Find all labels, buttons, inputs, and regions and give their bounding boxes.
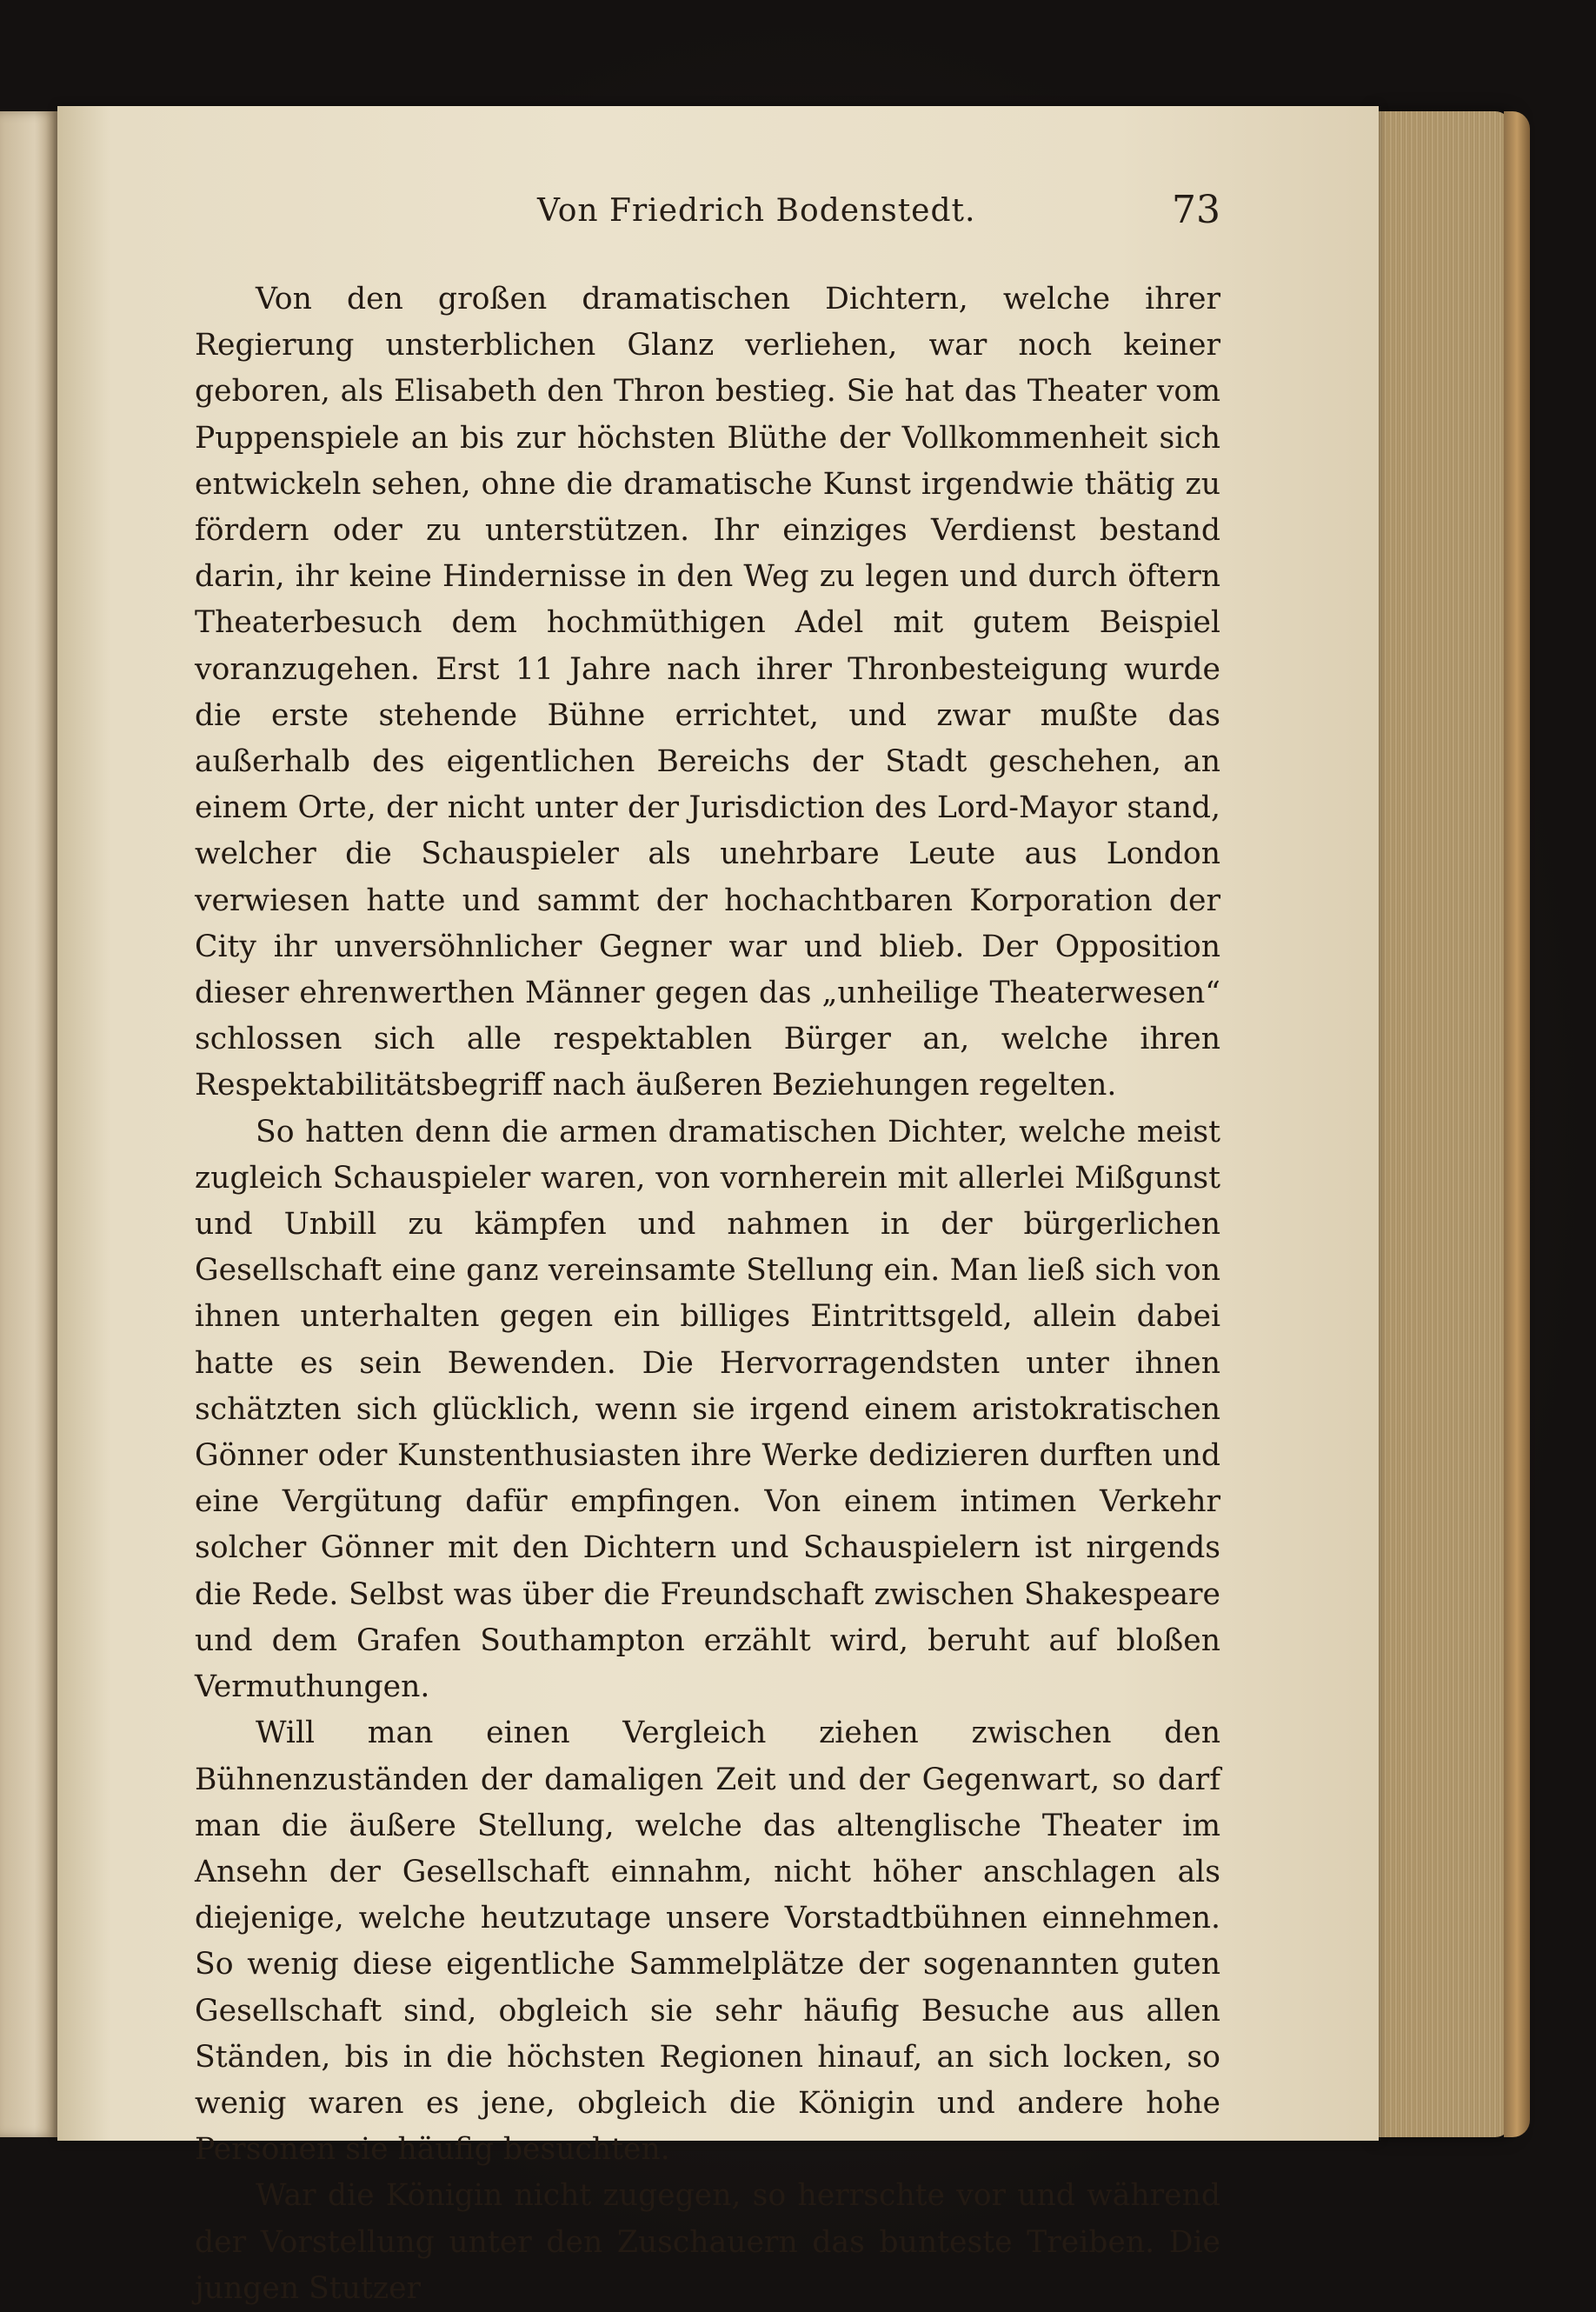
page-number: 73 — [1172, 188, 1220, 232]
running-head: Von Friedrich Bodenstedt. — [537, 193, 976, 229]
book-page-edges — [1372, 111, 1511, 2137]
page-header — [0, 188, 1596, 245]
paragraph-3: Will man einen Vergleich ziehen zwischen den Bühnenzuständen der damaligen Zeit und der Gegenwart, so darf man die äußere Stellung, welche das altenglische Theater im Ansehn der Gesellschaft einnahm, nicht höher anschlagen als diejenige, welche heutzutage unsere Vorstadtbühnen einnehmen. So wenig diese eigentliche Sammelplätze der sogenannten guten Gesellschaft sind, obgleich sie sehr häufig Besuche aus allen Ständen, bis in die höchsten Regionen hinauf, an sich locken, so wenig waren es jene, obgleich die Königin und andere hohe Personen sie häufig besuchten. — [195, 1716, 1220, 2168]
paragraph-2: So hatten denn die armen dramatischen Dichter, welche meist zugleich Schauspieler waren, von vornherein mit allerlei Mißgunst und Unbill zu kämpfen und nahmen in der bürgerlichen Gesellschaft eine ganz vereinsamte Stellung ein. Man ließ sich von ihnen unterhalten gegen ein billiges Eintrittsgeld, allein dabei hatte es sein Bewenden. Die Hervorragendsten unter ihnen schätzten sich glücklich, wenn sie irgend einem aristokratischen Gönner oder Kunstenthusiasten ihre Werke dedizieren durften und eine Vergütung dafür empfingen. Von einem intimen Verkehr solcher Gönner mit den Dichtern und Schauspielern ist nirgends die Rede. Selbst was über die Freundschaft zwischen Shakespeare und dem Grafen Southampton erzählt wird, beruht auf bloßen Vermuthungen. — [195, 1114, 1220, 1705]
body-text — [195, 277, 1220, 2312]
paragraph-1: Von den großen dramatischen Dichtern, welche ihrer Regierung unsterblichen Glanz verliehen, war noch keiner geboren, als Elisabeth den Thron bestieg. Sie hat das Theater vom Puppenspiele an bis zur höchsten Blüthe der Vollkommenheit sich entwickeln sehen, ohne die dramatische Kunst irgendwie thätig zu fördern oder zu unterstützen. Ihr einziges Verdienst bestand darin, ihr keine Hindernisse in den Weg zu legen und durch öftern Theaterbesuch dem hochmüthigen Adel mit gutem Beispiel voranzugehen. Erst 11 Jahre nach ihrer Thronbesteigung wurde die erste stehende Bühne errichtet, und zwar mußte das außerhalb des eigentlichen Bereichs der Stadt geschehen, an einem Orte, der nicht unter der Jurisdiction des Lord-Mayor stand, welcher die Schauspieler als unehrbare Leute aus London verwiesen hatte und sammt der hochachtbaren Korporation der City ihr unversöhnlicher Gegner war und blieb. Der Opposition dieser ehrenwerthen Männer gegen das „unheilige Theaterwesen“ schlossen sich alle respektablen Bürger an, welche ihren Respektabilitätsbegriff nach äußeren Beziehungen regelten. — [195, 282, 1220, 1103]
left-page-edge — [0, 111, 57, 2137]
paragraph-4: War die Königin nicht zugegen, so herrschte vor und während der Vorstellung unter den Zuschauern das bunteste Treiben. Die jungen Stutzer — [195, 2178, 1220, 2306]
